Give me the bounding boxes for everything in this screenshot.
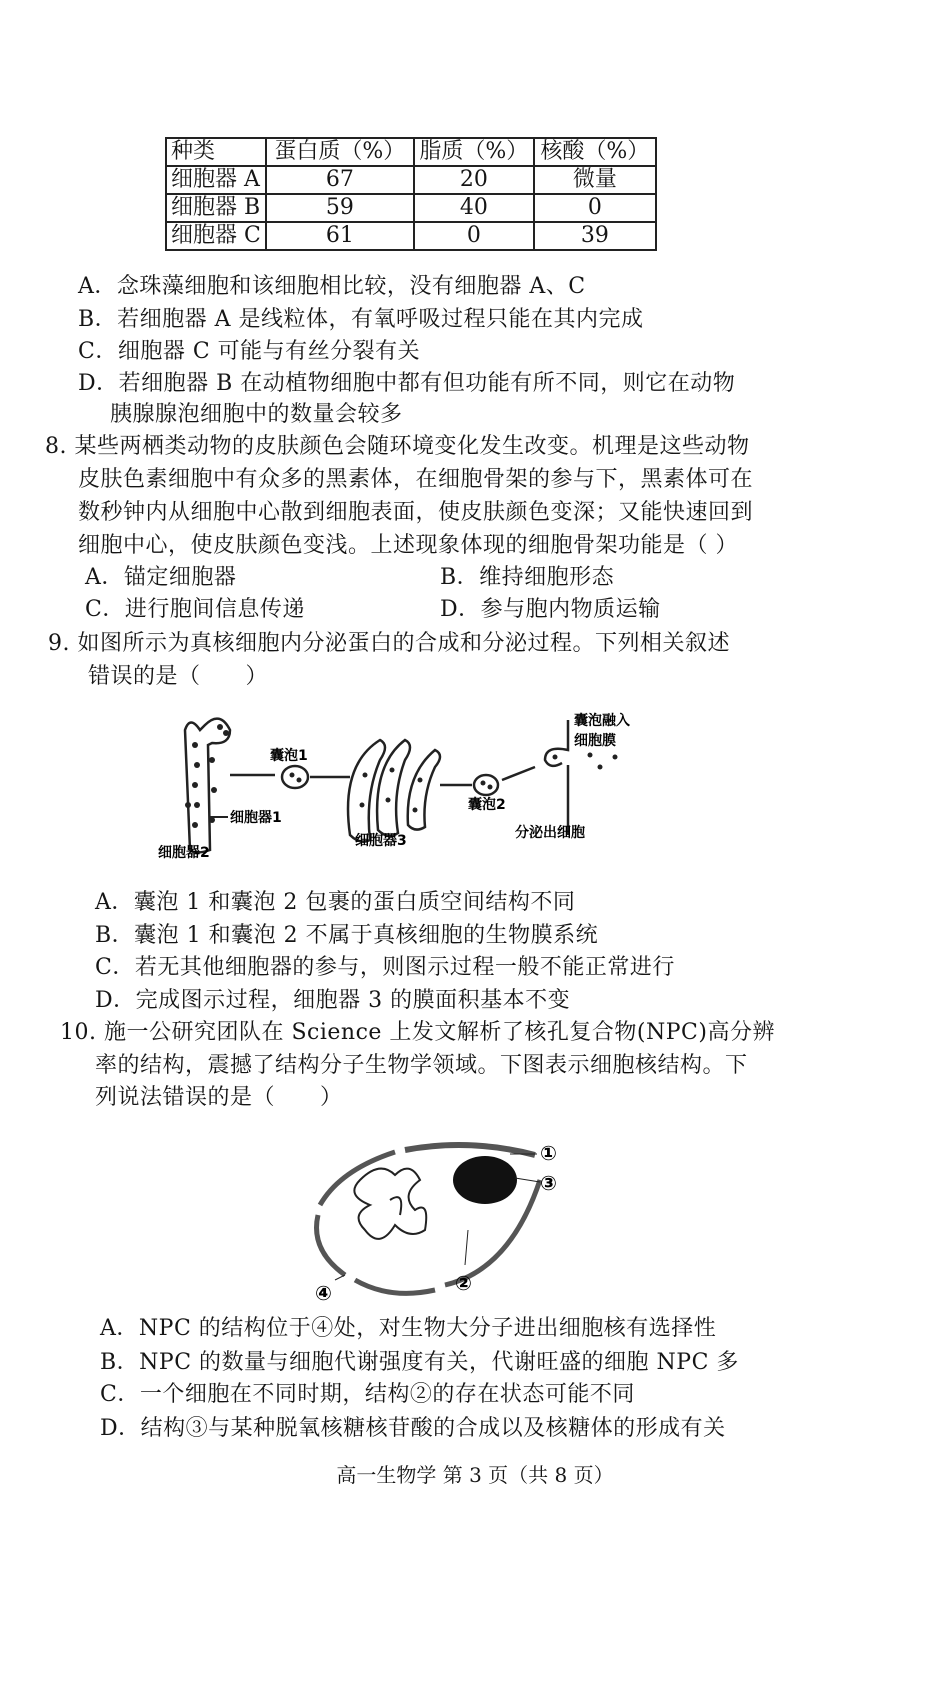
q8-option-b: B．维持细胞形态 (440, 565, 615, 590)
page-footer: 高一生物学 第 3 页（共 8 页） (336, 1463, 614, 1487)
label-organelle1: 细胞器1 (230, 810, 282, 826)
q10-option-b: B．NPC 的数量与细胞代谢强度有关，代谢旺盛的细胞 NPC 多 (100, 1350, 739, 1375)
label-1: ① (540, 1141, 557, 1165)
q8-option-d: D．参与胞内物质运输 (440, 597, 661, 622)
organelle-table (165, 137, 657, 251)
label-4: ④ (315, 1281, 332, 1305)
q7-option-a: A．念珠藻细胞和该细胞相比较，没有细胞器 A、C (78, 274, 586, 299)
q10-option-a: A．NPC 的结构位于④处，对生物大分子进出细胞核有选择性 (100, 1316, 717, 1341)
q9-option-d: D．完成图示过程，细胞器 3 的膜面积基本不变 (95, 988, 571, 1013)
table-cell: 59 (266, 194, 414, 222)
label-fuse: 囊泡融入 (574, 713, 630, 729)
q10-stem: 率的结构，震撼了结构分子生物学领域。下图表示细胞核结构。下 (95, 1053, 748, 1078)
q8-stem: 皮肤色素细胞中有众多的黑素体，在细胞骨架的参与下，黑素体可在 (78, 467, 754, 492)
table-cell: 细胞器 C (166, 222, 266, 250)
table-row (166, 222, 656, 250)
label-vesicle2: 囊泡2 (468, 797, 506, 813)
label-secrete: 分泌出细胞 (515, 825, 585, 841)
table-header-row (166, 138, 656, 166)
label-2: ② (455, 1271, 472, 1295)
secretion-diagram (150, 705, 710, 865)
q8-stem: 8. 某些两栖类动物的皮肤颜色会随环境变化发生改变。机理是这些动物 (45, 434, 750, 459)
table-cell: 67 (266, 166, 414, 194)
table-row (166, 166, 656, 194)
table-cell: 0 (414, 222, 534, 250)
q7-option-d-cont: 胰腺腺泡细胞中的数量会较多 (110, 402, 403, 427)
table-header: 蛋白质（%） (266, 138, 414, 166)
q9-stem: 错误的是（ ） (88, 664, 269, 689)
table-row (166, 194, 656, 222)
nucleus-diagram (300, 1120, 570, 1305)
q9-stem: 9. 如图所示为真核细胞内分泌蛋白的合成和分泌过程。下列相关叙述 (48, 631, 730, 656)
table-cell: 39 (534, 222, 656, 250)
table-header: 脂质（%） (414, 138, 534, 166)
q9-option-b: B．囊泡 1 和囊泡 2 不属于真核细胞的生物膜系统 (95, 923, 599, 948)
q8-option-a: A．锚定细胞器 (85, 565, 237, 590)
label-fuse: 细胞膜 (574, 733, 616, 749)
q8-stem: 细胞中心，使皮肤颜色变浅。上述现象体现的细胞骨架功能是（ ） (78, 533, 738, 558)
label-3: ③ (540, 1171, 557, 1195)
q7-option-d: D．若细胞器 B 在动植物细胞中都有但功能有所不同，则它在动物 (78, 371, 736, 396)
table-header: 种类 (166, 138, 266, 166)
table-cell: 20 (414, 166, 534, 194)
q8-option-c: C．进行胞间信息传递 (85, 597, 305, 622)
q7-option-b: B．若细胞器 A 是线粒体，有氧呼吸过程只能在其内完成 (78, 307, 644, 332)
table-cell: 细胞器 A (166, 166, 266, 194)
label-organelle2: 细胞器2 (158, 845, 210, 861)
q10-stem: 10. 施一公研究团队在 Science 上发文解析了核孔复合物(NPC)高分辨 (60, 1020, 775, 1045)
q10-stem: 列说法错误的是（ ） (95, 1085, 343, 1110)
q9-option-a: A．囊泡 1 和囊泡 2 包裹的蛋白质空间结构不同 (95, 890, 576, 915)
table-header: 核酸（%） (534, 138, 656, 166)
table-cell: 0 (534, 194, 656, 222)
q10-option-c: C．一个细胞在不同时期，结构②的存在状态可能不同 (100, 1382, 635, 1407)
q7-option-c: C．细胞器 C 可能与有丝分裂有关 (78, 339, 421, 364)
table-cell: 40 (414, 194, 534, 222)
label-organelle3: 细胞器3 (355, 833, 407, 849)
q8-stem: 数秒钟内从细胞中心散到细胞表面，使皮肤颜色变深；又能快速回到 (78, 500, 754, 525)
table-cell: 细胞器 B (166, 194, 266, 222)
q10-option-d: D．结构③与某种脱氧核糖核苷酸的合成以及核糖体的形成有关 (100, 1416, 726, 1441)
q9-option-c: C．若无其他细胞器的参与，则图示过程一般不能正常进行 (95, 955, 675, 980)
table-cell: 61 (266, 222, 414, 250)
table-cell: 微量 (534, 166, 656, 194)
label-vesicle1: 囊泡1 (270, 748, 308, 764)
